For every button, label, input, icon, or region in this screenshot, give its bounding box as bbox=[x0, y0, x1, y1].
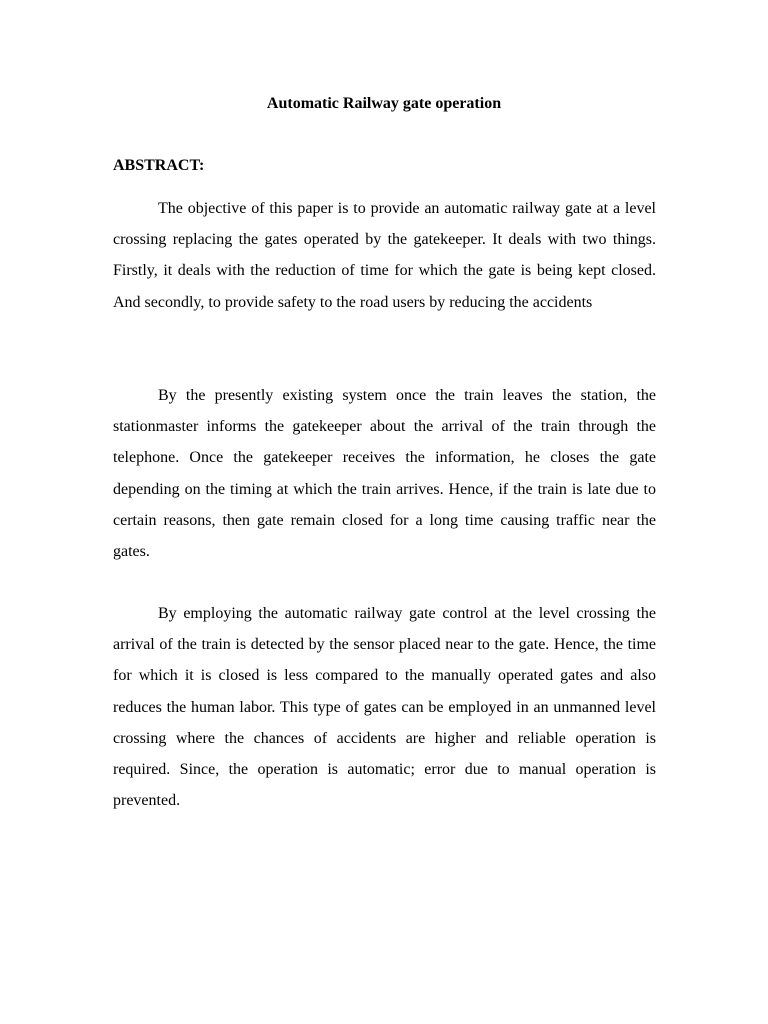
abstract-paragraph-2: By the presently existing system once the train leaves the station, the stationmaster informs the gatekeeper about the arrival of the train through the telephone. Once the gatekeeper receives the information, he closes the gate depending on the timing at which the train arrives. Hence, if the train is late due to certain reasons, then gate remain closed for a long time causing traffic near the gates. bbox=[113, 387, 656, 561]
document-title: Automatic Railway gate operation bbox=[266, 95, 502, 112]
abstract-paragraph-3: By employing the automatic railway gate control at the level crossing the arrival of the train is detected by the sensor placed near to the gate. Hence, the time for which it is closed is less compared to the manually operated gates and also reduces the human labor. This type of gates can be employed in an unmanned level crossing where the chances of accidents are higher and reliable operation is required. Since, the operation is automatic; error due to manual operation is prevented. bbox=[113, 605, 656, 810]
abstract-heading: ABSTRACT: bbox=[113, 157, 205, 174]
abstract-paragraph-1: The objective of this paper is to provide an automatic railway gate at a level crossing replacing the gates operated by the gatekeeper. It deals with two things. Firstly, it deals with the reduction of time for which the gate is being kept closed. And secondly, to provide safety to the road users by reducing the accidents bbox=[113, 200, 656, 311]
